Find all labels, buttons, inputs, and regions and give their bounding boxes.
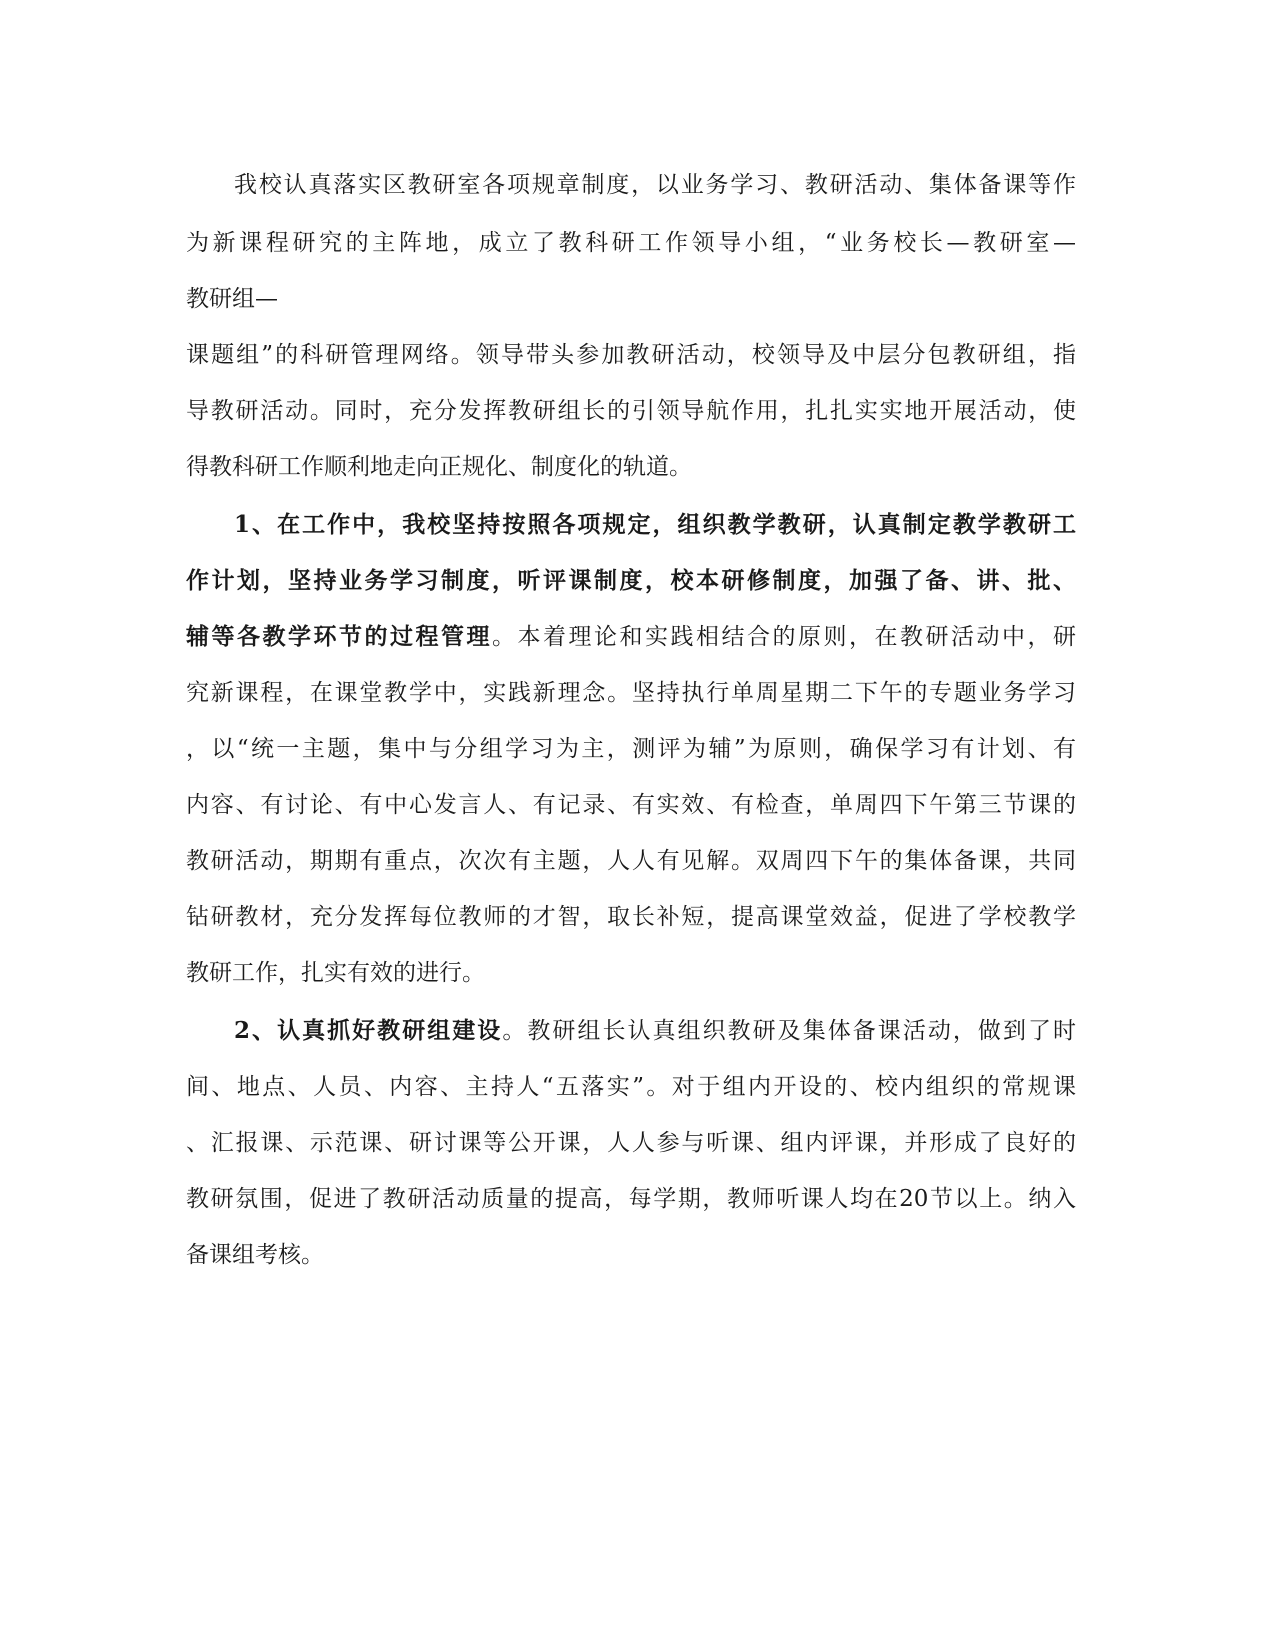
text-line: 1、在工作中，我校坚持按照各项规定，组织教学教研，认真制定教学教研工: [234, 511, 1076, 538]
text-line: 内容、有讨论、有中心发言人、有记录、有实效、有检查，单周四下午第三节课的: [186, 792, 1076, 818]
bold-run: 2、认真抓好教研组建设: [234, 1017, 503, 1044]
text-line: 、汇报课、示范课、研讨课等公开课，人人参与听课、组内评课，并形成了良好的: [186, 1130, 1076, 1156]
text-line: 教研活动，期期有重点，次次有主题，人人有见解。双周四下午的集体备课，共同: [186, 848, 1076, 874]
text-line: 课题组”的科研管理网络。领导带头参加教研活动，校领导及中层分包教研组，指: [186, 342, 1076, 368]
text-line: 教研工作，扎实有效的进行。: [186, 960, 485, 986]
text-line: [234, 1016, 1076, 1046]
text-run: 。本着理论和实践相结合的原则，在教研活动中，研: [492, 624, 1076, 650]
text-line: 导教研活动。同时，充分发挥教研组长的引领导航作用，扎扎实实地开展活动，使: [186, 398, 1076, 424]
text-line: 钻研教材，充分发挥每位教师的才智，取长补短，提高课堂效益，促进了学校教学: [186, 904, 1076, 930]
text-line: 我校认真落实区教研室各项规章制度，以业务学习、教研活动、集体备课等作: [234, 172, 1076, 198]
text-line: [186, 622, 1076, 652]
text-run: 。教研组长认真组织教研及集体备课活动，做到了时: [502, 1018, 1077, 1044]
text-line: 究新课程，在课堂教学中，实践新理念。坚持执行单周星期二下午的专题业务学习: [186, 680, 1076, 706]
text-line: 作计划，坚持业务学习制度，听评课制度，校本研修制度，加强了备、讲、批、: [186, 567, 1076, 594]
bold-run: 辅等各教学环节的过程管理: [186, 623, 492, 650]
text-line: 备课组考核。: [186, 1242, 324, 1268]
text-line: ，以“统一主题，集中与分组学习为主，测评为辅”为原则，确保学习有计划、有: [186, 736, 1076, 762]
text-line: 得教科研工作顺利地走向正规化、制度化的轨道。: [186, 454, 692, 480]
text-line: 为新课程研究的主阵地，成立了教科研工作领导小组，“业务校长—教研室—: [186, 230, 1076, 256]
text-line: 间、地点、人员、内容、主持人“五落实”。对于组内开设的、校内组织的常规课: [186, 1074, 1076, 1100]
text-line: 教研组—: [186, 286, 278, 312]
text-line: 教研氛围，促进了教研活动质量的提高，每学期，教师听课人均在20节以上。纳入: [186, 1186, 1076, 1212]
